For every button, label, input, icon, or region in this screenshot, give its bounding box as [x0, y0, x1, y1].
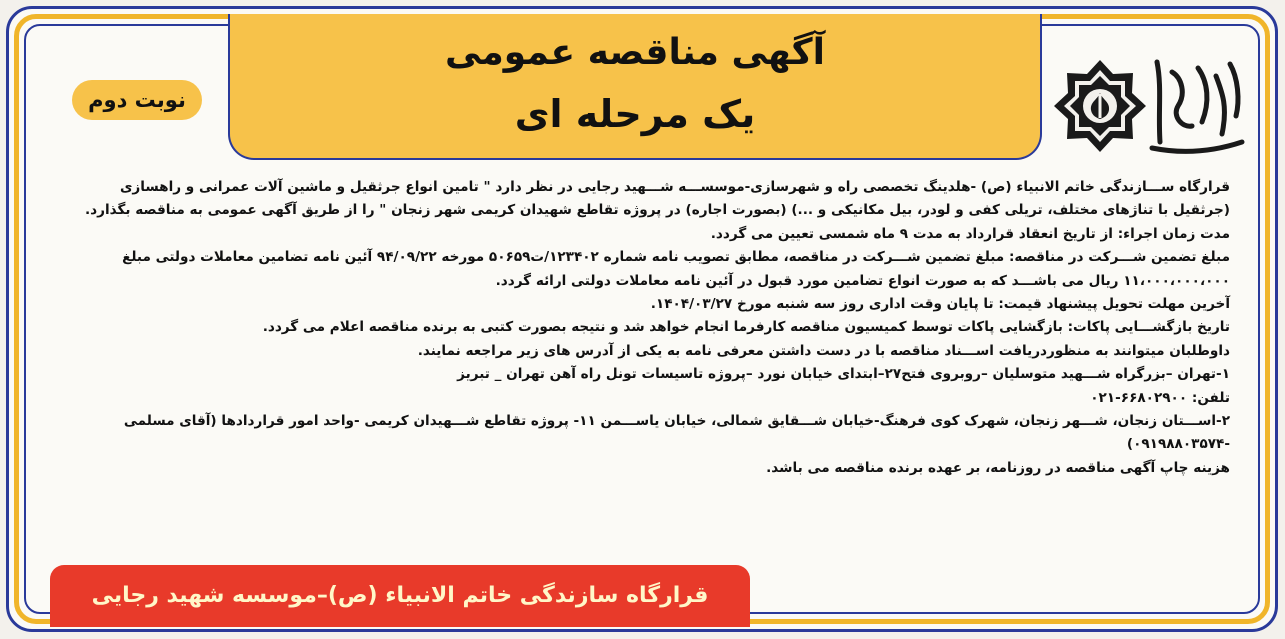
- title-line-1: آگهی مناقصه عمومی: [445, 32, 825, 73]
- body-line: قرارگاه ســـازندگی خاتم الانبیاء (ص) -هلدینگ تخصصی راه و شهرسازی-موسســـه شـــهید رجایی در نظر دارد " تامین انواع جرثقیل و ماشین آلات عمرانی و راهسازی: [119, 179, 1230, 195]
- body-line: آخرین مهلت تحویل پیشنهاد قیمت: تا پایان وقت اداری روز سه شنبه مورخ ۱۴۰۴/۰۳/۲۷.: [650, 296, 1230, 313]
- body-line: مدت زمان اجراء: از تاریخ انعقاد قرارداد به مدت ۹ ماه شمسی تعیین می گردد.: [710, 225, 1230, 242]
- body-line: ۱۱،۰۰۰،۰۰۰،۰۰۰ ریال می باشـــد که به صورت انواع تضامین مورد قبول در آئین نامه معاملات دولتی ارائه گردد.: [495, 272, 1230, 289]
- organization-logo: [1052, 42, 1248, 170]
- body-line: تاریخ بازگشـــایی پاکات: بازگشایی پاکات توسط کمیسیون مناقصه کارفرما انجام خواهد شد و نتیجه بصورت کتبی به برنده مناقصه اعلام می گردد.: [262, 319, 1230, 336]
- body-line: (جرثقیل با تناژهای مختلف، تریلی کفی و لودر، بیل مکانیکی و ...) (بصورت اجاره) در پروژه تقاطع شهیدان کریمی شهر زنجان " را از طریق آگهی عمومی به مناقصه بگذارد.: [84, 202, 1230, 219]
- body-line: تلفن: ۶۶۸۰۲۹۰۰-۰۲۱: [1090, 389, 1230, 406]
- footer-banner: قرارگاه سازندگی خاتم الانبیاء (ص)–موسسه شهید رجایی: [50, 565, 750, 627]
- title-box: [228, 14, 1042, 160]
- tender-body: [62, 176, 1230, 480]
- emblem-icon: [1052, 42, 1248, 170]
- body-line: ۱-تهران –بزرگراه شـــهید متوسلیان –روبروی فتح۲۷–ابتدای خیابان نورد –پروژه تاسیسات تونل راه آهن تهران _ تبریز: [457, 366, 1230, 383]
- body-line: ۲-اســـتان زنجان، شـــهر زنجان، شهرک کوی فرهنگ-خیابان شـــقایق شمالی، خیابان یاســـمن ۱۱- پروژه تقاطع شـــهیدان کریمی -واحد امور قراردادها (آقای مسلمی: [123, 413, 1230, 430]
- title-line-2: یک مرحله ای: [514, 92, 756, 136]
- round-badge: نوبت دوم: [72, 80, 202, 120]
- body-line: هزینه چاپ آگهی مناقصه در روزنامه، بر عهده برنده مناقصه می باشد.: [766, 459, 1230, 476]
- body-line: مبلغ تضمین شـــرکت در مناقصه: مبلغ تضمین شـــرکت در مناقصه، مطابق تصویب نامه شماره ۱۲۳۴۰۲/ت۵۰۶۵۹ مورخه ۹۴/۰۹/۲۲ آئین نامه تضامین معاملات دولتی مبلغ: [122, 249, 1230, 266]
- body-line: -۰۹۱۹۸۸۰۳۵۷۴): [1126, 436, 1230, 453]
- body-line: داوطلبان میتوانند به منظوردریافت اســـناد مناقصه با در دست داشتن معرفی نامه به یکی از آدرس های زیر مراجعه نمایند.: [417, 342, 1230, 359]
